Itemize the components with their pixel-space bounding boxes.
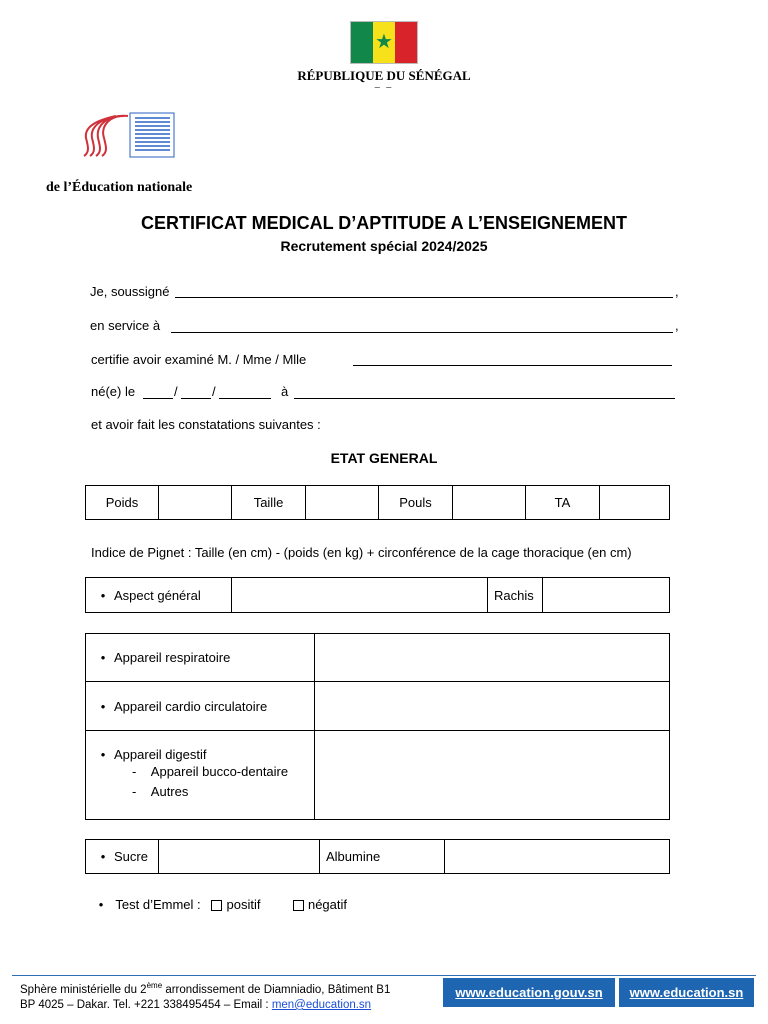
bucco-label: Appareil bucco-dentaire — [150, 764, 289, 779]
rachis-label: Rachis — [488, 578, 543, 613]
respiratoire-label: Appareil respiratoire — [114, 650, 231, 665]
aspect-input[interactable] — [232, 578, 488, 613]
autres-label: Autres — [150, 784, 189, 799]
birth-sep-1: / — [174, 384, 178, 399]
negatif-label: négatif — [307, 897, 348, 912]
digestif-label: Appareil digestif — [114, 747, 207, 762]
service-comma: , — [675, 318, 679, 333]
aspect-table — [85, 577, 670, 613]
birth-day-field[interactable] — [143, 398, 173, 399]
pouls-input[interactable] — [453, 486, 526, 520]
footer-divider — [12, 975, 756, 976]
birth-at-label: à — [281, 384, 289, 399]
pignet-formula: Indice de Pignet : Taille (en cm) - (poids (en kg) + circonférence de la cage thoracique (en cm) — [91, 545, 632, 560]
respiratoire-cell: • Appareil respiratoire — [86, 634, 315, 682]
birth-year-field[interactable] — [219, 398, 271, 399]
poids-input[interactable] — [159, 486, 232, 520]
urine-table — [85, 839, 670, 874]
ta-input[interactable] — [600, 486, 670, 520]
birth-month-field[interactable] — [181, 398, 211, 399]
soussigne-field[interactable] — [175, 297, 673, 298]
heading-dashes: – – — [374, 82, 394, 93]
republic-heading: RÉPUBLIQUE DU SÉNÉGAL — [297, 68, 471, 83]
website-link[interactable]: www.education.sn — [619, 978, 754, 1007]
sucre-cell: • Sucre — [86, 840, 159, 874]
emmel-row: • Test d’Emmel : positif négatif — [98, 897, 348, 912]
digestif-cell: • Appareil digestif - Appareil bucco-dentaire - Autres — [86, 731, 315, 820]
senegal-flag — [350, 21, 418, 64]
poids-label: Poids — [86, 486, 159, 520]
constatations-label: et avoir fait les constatations suivantes : — [91, 417, 321, 432]
sucre-label: Sucre — [114, 849, 148, 864]
rachis-input[interactable] — [543, 578, 670, 613]
website-link-gouv[interactable]: www.education.gouv.sn — [443, 978, 615, 1007]
digestif-input[interactable] — [315, 731, 670, 820]
examine-field[interactable] — [353, 365, 672, 366]
cardio-input[interactable] — [315, 682, 670, 731]
positif-checkbox[interactable] — [211, 900, 222, 911]
birth-place-field[interactable] — [294, 398, 675, 399]
section-title: ETAT GENERAL — [330, 450, 438, 466]
star-icon: ★ — [375, 29, 393, 53]
cardio-label: Appareil cardio circulatoire — [114, 698, 268, 714]
negatif-checkbox[interactable] — [293, 900, 304, 911]
document-subtitle: Recrutement spécial 2024/2025 — [280, 238, 488, 254]
ta-label: TA — [526, 486, 600, 520]
albumine-input[interactable] — [445, 840, 670, 874]
taille-input[interactable] — [306, 486, 379, 520]
emmel-label: Test d’Emmel : — [115, 897, 201, 912]
soussigne-comma: , — [675, 284, 679, 299]
positif-label: positif — [226, 897, 261, 912]
ministry-logo — [80, 112, 176, 160]
examine-label: certifie avoir examiné M. / Mme / Mlle — [91, 352, 307, 367]
pouls-label: Pouls — [379, 486, 453, 520]
service-label: en service à — [90, 318, 161, 333]
vitals-table — [85, 485, 670, 520]
albumine-label: Albumine — [320, 840, 445, 874]
cardio-cell: • Appareil cardio circulatoire — [86, 682, 315, 731]
sucre-input[interactable] — [159, 840, 320, 874]
document-title: CERTIFICAT MEDICAL D’APTITUDE A L’ENSEIGNEMENT — [140, 213, 627, 233]
ministry-name: de l’Éducation nationale — [46, 180, 193, 195]
footer-address: Sphère ministérielle du 2ème arrondissement de Diamniadio, Bâtiment B1 BP 4025 – Dakar. Tel. +221 338495454 – Email : men@education.sn — [20, 981, 391, 1011]
email-link[interactable]: men@education.sn — [271, 998, 372, 1011]
birth-sep-2: / — [212, 384, 216, 399]
birth-label: né(e) le — [91, 384, 136, 399]
taille-label: Taille — [232, 486, 306, 520]
soussigne-label: Je, soussigné — [90, 284, 170, 299]
appareils-table — [85, 633, 670, 820]
respiratoire-input[interactable] — [315, 634, 670, 682]
service-field[interactable] — [171, 332, 673, 333]
aspect-cell: • Aspect général — [86, 578, 232, 613]
aspect-label: Aspect général — [114, 587, 201, 603]
